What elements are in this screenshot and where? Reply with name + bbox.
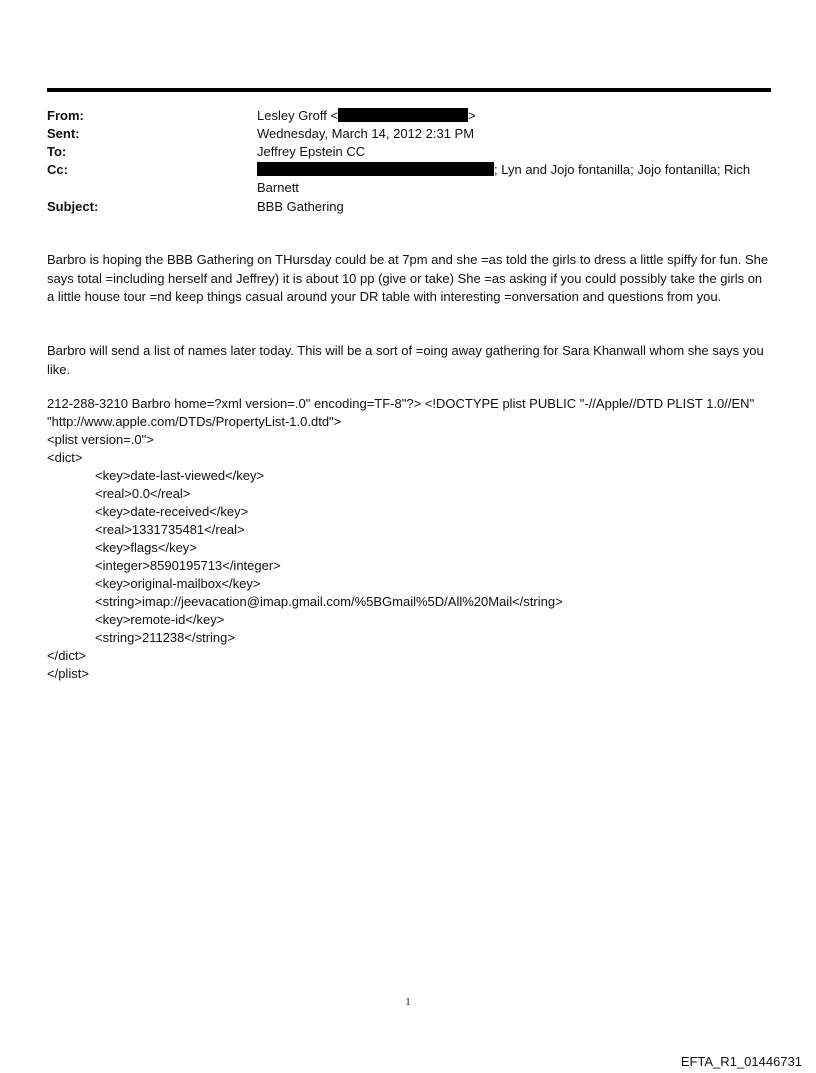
- sent-row: [47, 125, 771, 143]
- sent-value: Wednesday, March 14, 2012 2:31 PM: [257, 126, 475, 141]
- subject-row: [47, 198, 771, 216]
- cc-row: [47, 161, 771, 179]
- body-paragraph-3-line-2: "http://www.apple.com/DTDs/PropertyList-1.0.dtd">: [47, 414, 342, 429]
- to-label: To:: [47, 144, 67, 159]
- cc-line1: ; Lyn and Jojo fontanilla; Jojo fontanilla; Rich: [494, 162, 751, 177]
- dict-line: <string>imap://jeevacation@imap.gmail.com/%5BGmail%5D/All%20Mail</string>: [95, 594, 563, 609]
- cc-label: Cc:: [47, 162, 68, 177]
- dict-line: <key>date-last-viewed</key>: [95, 468, 265, 483]
- dict-line: <key>date-received</key>: [95, 504, 249, 519]
- document-id: EFTA_R1_01446731: [680, 1054, 802, 1069]
- to-row: [47, 143, 771, 161]
- subject-value: BBB Gathering: [257, 199, 344, 214]
- from-name: Lesley Groff: [257, 108, 327, 123]
- page-number: 1: [405, 996, 411, 1008]
- dict-line: <key>remote-id</key>: [95, 612, 225, 627]
- dict-line: <integer>8590195713</integer>: [95, 558, 281, 573]
- dict-line: <real>1331735481</real>: [95, 522, 245, 537]
- plist-open-tag: <plist version=.0">: [47, 432, 154, 447]
- cc-line2: Barnett: [257, 180, 299, 195]
- plist-close-tag: </plist>: [47, 666, 89, 681]
- redaction-block: [338, 108, 468, 122]
- subject-label: Subject:: [47, 199, 99, 214]
- from-open-bracket: <: [330, 108, 339, 123]
- redaction-block: [257, 162, 494, 176]
- cc-row-continued: [47, 179, 771, 197]
- body-paragraph-1: Barbro is hoping the BBB Gathering on THursday could be at 7pm and she =as told the girls to dress a little spiffy for fun. She says total =including herself and Jeffrey) it is about 10 pp (give or take) She =as asking if you could possibly take the girls on a little house tour =nd keep things casual around your DR table with interesting =onversation and questions from you.: [47, 252, 769, 304]
- dict-line: <key>original-mailbox</key>: [95, 576, 261, 591]
- from-value: [257, 107, 476, 125]
- dict-line: <real>0.0</real>: [95, 486, 191, 501]
- header-rule: [47, 88, 771, 92]
- cc-value: [257, 161, 750, 179]
- from-row: [47, 107, 771, 125]
- dict-line: <string>211238</string>: [95, 630, 235, 645]
- dict-line: <key>flags</key>: [95, 540, 197, 555]
- body-paragraph-3-line-1: 212-288-3210 Barbro home=?xml version=.0" encoding=TF-8"?> <!DOCTYPE plist PUBLIC "-//Apple//DTD PLIST 1.0//EN": [47, 396, 755, 411]
- body-paragraph-2: Barbro will send a list of names later today. This will be a sort of =oing away gathering for Sara Khanwall whom she says you like.: [47, 343, 764, 377]
- dict-open-tag: <dict>: [47, 450, 83, 465]
- dict-close-tag: </dict>: [47, 648, 87, 663]
- from-label: From:: [47, 108, 84, 123]
- sent-label: Sent:: [47, 126, 80, 141]
- to-value: Jeffrey Epstein CC: [257, 144, 366, 159]
- from-close-bracket: >: [468, 108, 476, 123]
